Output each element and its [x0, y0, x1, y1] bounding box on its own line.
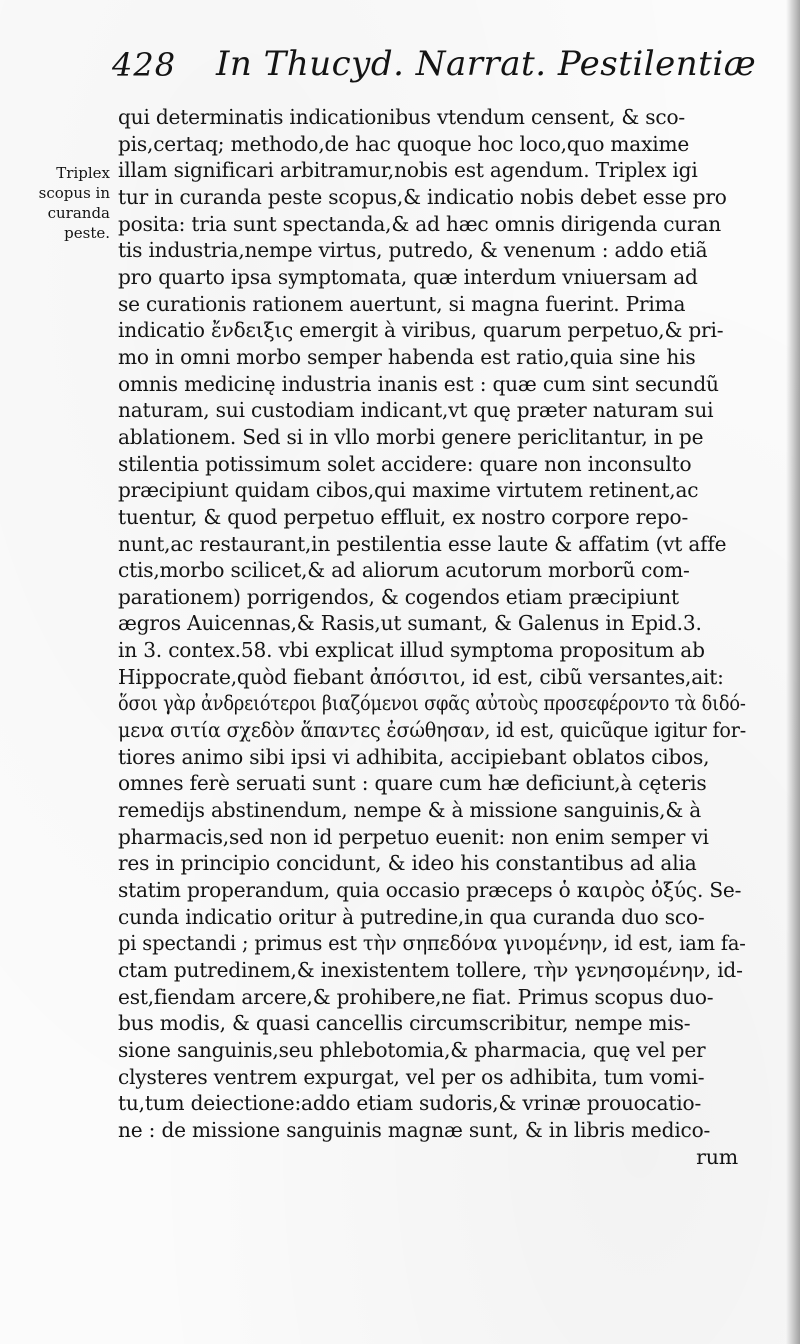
- margin-note-line: peste.: [64, 224, 110, 242]
- text-line: est,fiendam arcere,& prohibere,ne fiat. Primus scopus duo-: [118, 984, 714, 1009]
- text-line: stilentia potissimum solet accidere: quare non inconsulto: [118, 451, 692, 476]
- text-line: ægros Auicennas,& Rasis,ut sumant, & Galenus in Epid.3.: [118, 611, 702, 636]
- text-line: qui determinatis indicationibus vtendum censent, & sco-: [118, 105, 686, 129]
- text-line: tis industria,nempe virtus, putredo, & venenum : addo etiã: [118, 238, 708, 263]
- margin-note-line: scopus in: [38, 184, 110, 202]
- text-line: ὅσοι γὰρ ἀνδρειότεροι βιαζόμενοι σφᾶς αὐτοὺς προσεφέροντο τὰ διδό-: [118, 691, 746, 716]
- text-line: Hippocrate,quòd fiebant ἀπόσιτοι, id est, cibũ versantes,ait:: [118, 664, 724, 689]
- text-line: tuentur, & quod perpetuo effluit, ex nostro corpore repo-: [118, 504, 689, 529]
- body-text: [118, 104, 758, 1170]
- text-line: posita: tria sunt spectanda,& ad hæc omnis dirigenda curan: [118, 211, 722, 236]
- text-line: pis,certaq; methodo,de hac quoque hoc loco,quo maxime: [118, 131, 690, 156]
- margin-note: [14, 163, 110, 243]
- text-line: omnis medicinę industria inanis est : quæ cum sint secundũ: [118, 371, 719, 396]
- page-spine-shadow: [786, 0, 800, 1344]
- margin-note-line: Triplex: [56, 164, 110, 182]
- text-line: se curationis rationem auertunt, si magna fuerint. Prima: [118, 291, 686, 316]
- text-line: clysteres ventrem expurgat, vel per os adhibita, tum vomi-: [118, 1064, 705, 1089]
- text-line: naturam, sui custodiam indicant,vt quę præter naturam sui: [118, 398, 714, 423]
- text-line: illam significari arbitramur,nobis est agendum. Triplex igi: [118, 158, 698, 183]
- text-line: ctis,morbo scilicet,& ad aliorum acutorum morborũ com-: [118, 558, 690, 583]
- text-line: ctam putredinem,& inexistentem tollere, τὴν γενησομένην, id-: [118, 958, 743, 982]
- text-line: nunt,ac restaurant,in pestilentia esse laute & affatim (vt affe: [118, 531, 727, 556]
- text-line: mo in omni morbo semper habenda est ratio,quia sine his: [118, 344, 696, 369]
- page-header: [112, 40, 757, 96]
- text-line: rum: [696, 1144, 738, 1169]
- text-line: pharmacis,sed non id perpetuo euenit: non enim semper vi: [118, 824, 709, 849]
- text-line: ne : de missione sanguinis magnæ sunt, & in libris medico-: [118, 1117, 711, 1142]
- text-line: pro quarto ipsa symptomata, quæ interdum vniuersam ad: [118, 264, 698, 289]
- running-title: In Thucyd. Narrat. Pestilentiæ: [216, 44, 757, 84]
- text-line: omnes ferè seruati sunt : quare cum hæ deficiunt,à cęteris: [118, 771, 707, 796]
- text-line: statim properandum, quia occasio præceps ὁ καιρὸς ὀξύς. Se-: [118, 878, 742, 903]
- text-line: tiores animo sibi ipsi vi adhibita, accipiebant oblatos cibos,: [118, 744, 710, 769]
- text-line: tur in curanda peste scopus,& indicatio nobis debet esse pro: [118, 184, 727, 209]
- text-line: cunda indicatio oritur à putredine,in qua curanda duo sco-: [118, 904, 705, 929]
- margin-note-line: curanda: [47, 204, 110, 222]
- text-line: bus modis, & quasi cancellis circumscribitur, nempe mis-: [118, 1011, 691, 1036]
- text-line: parationem) porrigendos, & cogendos etiam præcipiunt: [118, 584, 679, 609]
- text-line: in 3. contex.58. vbi explicat illud symptoma propositum ab: [118, 638, 705, 663]
- text-line: remedijs abstinendum, nempe & à missione sanguinis,& à: [118, 798, 702, 823]
- text-line: sione sanguinis,seu phlebotomia,& pharmacia, quę vel per: [118, 1037, 706, 1062]
- text-line: tu,tum deiectione:addo etiam sudoris,& vrinæ prouocatio-: [118, 1091, 702, 1116]
- text-line: indicatio ἔνδειξις emergit à viribus, quarum perpetuo,& pri-: [118, 318, 724, 343]
- text-line: res in principio concidunt, & ideo his constantibus ad alia: [118, 851, 697, 876]
- text-line: ablationem. Sed si in vllo morbi genere periclitantur, in pe: [118, 424, 704, 449]
- text-line: μενα σιτία σχεδὸν ἅπαντες ἐσώθησαν, id est, quicũque igitur for-: [118, 718, 746, 743]
- text-line: præcipiunt quidam cibos,qui maxime virtutem retinent,ac: [118, 478, 699, 503]
- page-number: 428: [112, 46, 177, 84]
- text-line: pi spectandi ; primus est τὴν σηπεδόνα γινομένην, id est, iam fa-: [118, 931, 746, 956]
